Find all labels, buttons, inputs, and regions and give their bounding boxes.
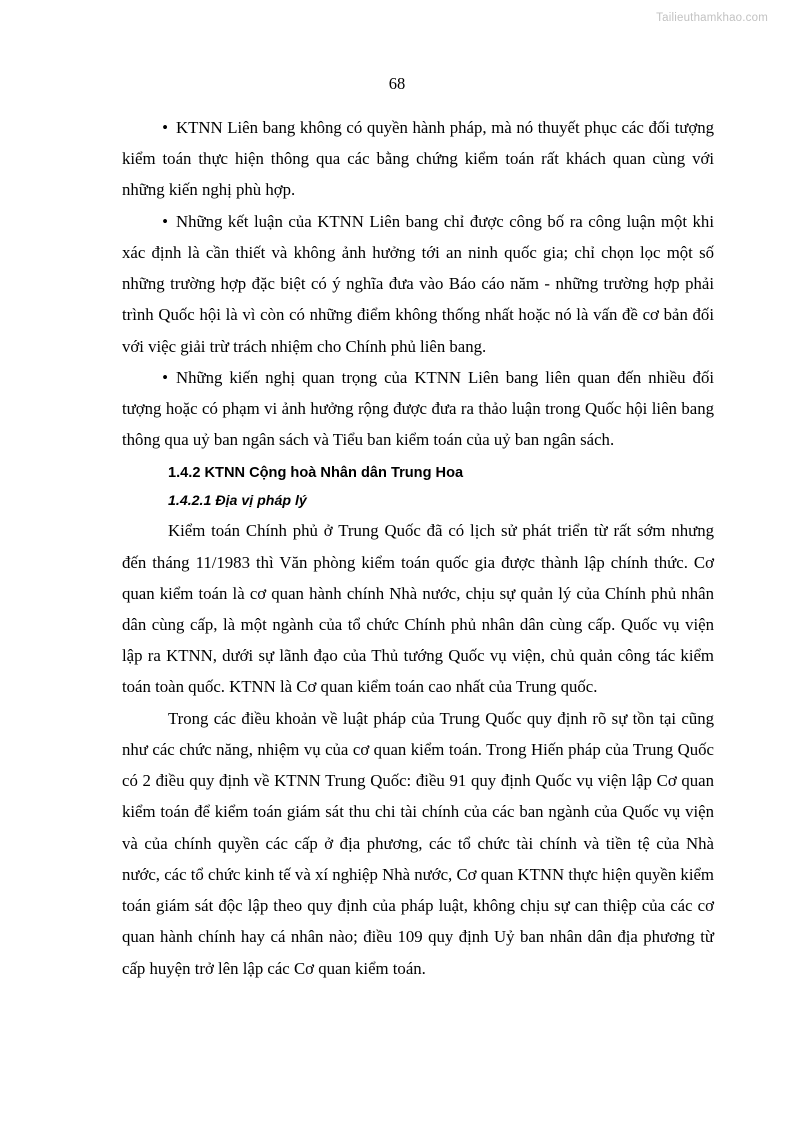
watermark-text: Tailieuthamkhao.com (656, 12, 768, 24)
bullet-marker: • (162, 367, 168, 387)
bullet-paragraph (122, 206, 714, 362)
bullet-marker: • (162, 211, 168, 231)
bullet-paragraph (122, 112, 714, 206)
paragraph-text: Những kết luận của KTNN Liên bang chỉ được công bố ra công luận một khi xác định là cần thiết và không ảnh hưởng tới an ninh quốc gia; chỉ chọn lọc một số những trường hợp đặc biệt có ý nghĩa đưa vào Báo cáo năm - những trường hợp phải trình Quốc hội là vì còn có những điểm không thống nhất hoặc nó là vấn đề cơ bản đối với việc giải trừ trách nhiệm cho Chính phủ liên bang. (122, 211, 714, 356)
paragraph-text: KTNN Liên bang không có quyền hành pháp, mà nó thuyết phục các đối tượng kiểm toán thực hiện thông qua các bằng chứng kiểm toán rất khách quan cùng với những kiến nghị phù hợp. (122, 118, 714, 200)
paragraph-text: Những kiến nghị quan trọng của KTNN Liên bang liên quan đến nhiều đối tượng hoặc có phạm vi ảnh hưởng rộng được đưa ra thảo luận trong Quốc hội liên bang thông qua uỷ ban ngân sách và Tiểu ban kiểm toán của uỷ ban ngân sách. (122, 367, 714, 450)
page-number: 68 (388, 74, 406, 93)
section-heading: 1.4.2 KTNN Cộng hoà Nhân dân Trung Hoa (168, 464, 464, 481)
body-paragraph: Trong các điều khoản về luật pháp của Trung Quốc quy định rõ sự tồn tại cũng như các chức năng, nhiệm vụ của cơ quan kiểm toán. Trong Hiến pháp của Trung Quốc có 2 điều quy định về KTNN Trung Quốc: điều 91 quy định Quốc vụ viện lập Cơ quan kiểm toán để kiểm toán giám sát thu chi tài chính của các ban ngành của Quốc vụ viện và của chính quyền các cấp ở địa phương, các tổ chức tài chính và tiền tệ của Nhà nước, các tổ chức kinh tế và xí nghiệp Nhà nước, Cơ quan KTNN thực hiện quyền kiểm toán giám sát độc lập theo quy định của pháp luật, không chịu sự can thiệp của các cơ quan hành chính hay cá nhân nào; điều 109 quy định Uỷ ban nhân dân địa phương từ cấp huyện trở lên lập các Cơ quan kiểm toán. (122, 708, 714, 978)
page-content (122, 112, 714, 984)
bullet-marker: • (162, 118, 168, 137)
body-paragraph: Kiểm toán Chính phủ ở Trung Quốc đã có lịch sử phát triển từ rất sớm nhưng đến tháng 11/1983 thì Văn phòng kiểm toán quốc gia được thành lập chính thức. Cơ quan kiểm toán là cơ quan hành chính Nhà nước, chịu sự quản lý của Chính phủ nhân dân cùng cấp, là một ngành của tổ chức Chính phủ nhân dân cùng cấp. Quốc vụ viện lập ra KTNN, dưới sự lãnh đạo của Thủ tướng Quốc vụ viện, chủ quản công tác kiểm toán toàn quốc. KTNN là Cơ quan kiểm toán cao nhất của Trung quốc. (122, 521, 714, 697)
subsection-heading: 1.4.2.1 Địa vị pháp lý (168, 493, 307, 510)
bullet-paragraph (122, 362, 714, 456)
